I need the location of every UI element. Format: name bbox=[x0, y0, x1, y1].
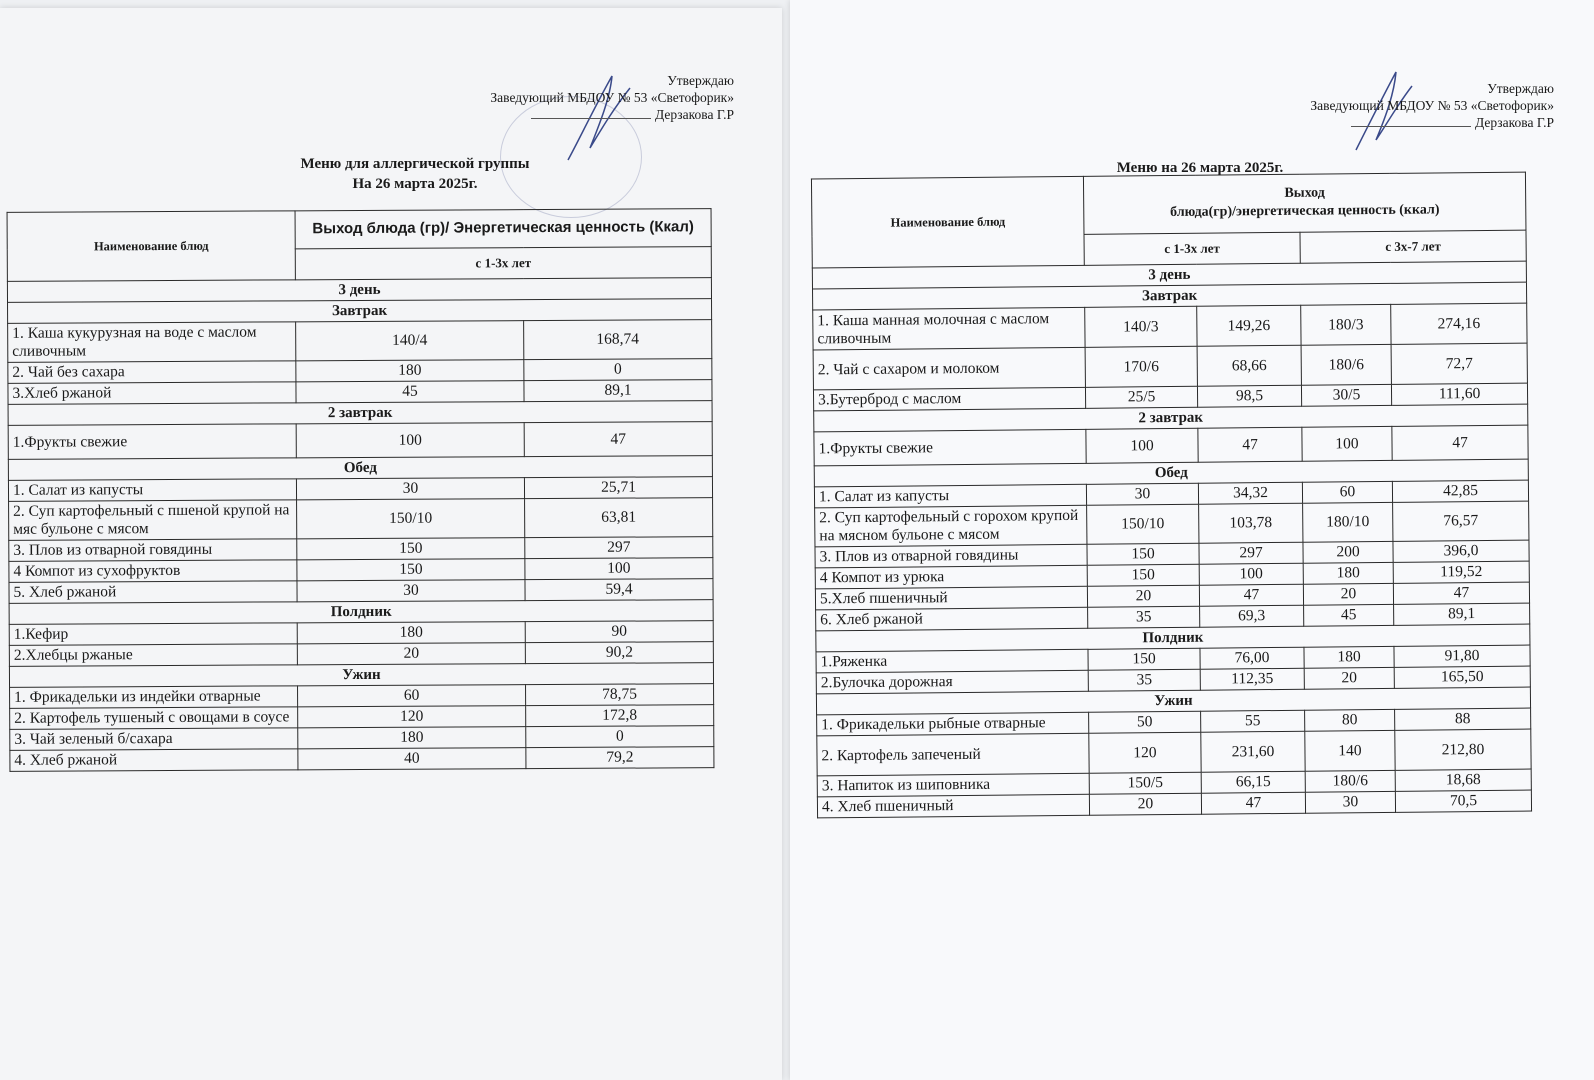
dish-output: 150 bbox=[297, 559, 525, 581]
dish-output-1-3: 150/10 bbox=[1087, 504, 1199, 544]
menu-table-general bbox=[811, 172, 1532, 819]
dish-kcal-1-3: 34,32 bbox=[1198, 482, 1302, 504]
dish-output: 45 bbox=[296, 381, 524, 403]
dish-output-3-7: 30 bbox=[1305, 791, 1395, 813]
dish-kcal-3-7: 76,57 bbox=[1393, 501, 1529, 541]
dish-output-3-7: 20 bbox=[1303, 583, 1393, 605]
dish-kcal-3-7: 91,80 bbox=[1394, 645, 1530, 667]
dish-kcal-1-3: 47 bbox=[1199, 584, 1303, 606]
dish-kcal: 172,8 bbox=[526, 705, 714, 727]
dish-output-1-3: 50 bbox=[1089, 711, 1201, 733]
dish-name: 1.Фрукты свежие bbox=[814, 429, 1086, 466]
dish-kcal-1-3: 112,35 bbox=[1200, 668, 1304, 690]
approval-block bbox=[490, 72, 734, 123]
dish-kcal: 100 bbox=[525, 558, 713, 580]
dish-kcal-3-7: 88 bbox=[1395, 708, 1531, 730]
dish-kcal-1-3: 76,00 bbox=[1200, 647, 1304, 669]
dish-output-1-3: 150 bbox=[1087, 543, 1199, 565]
dish-kcal-1-3: 68,66 bbox=[1197, 345, 1301, 386]
menu-title-line-1: Меню для аллергической группы bbox=[300, 156, 530, 172]
dish-name: 2. Суп картофельный с пшеной крупой на мяс бульоне с мясом bbox=[9, 500, 297, 541]
dish-name: 1. Фрикадельки рыбные отварные bbox=[817, 712, 1089, 736]
table-row bbox=[817, 729, 1531, 776]
dish-output: 20 bbox=[297, 643, 525, 665]
approval-title: Утверждаю bbox=[667, 73, 734, 88]
dish-output-1-3: 20 bbox=[1089, 793, 1201, 815]
section-title: Ужин bbox=[9, 663, 713, 688]
dish-name: 2. Картофель тушеный с овощами в соусе bbox=[10, 707, 298, 730]
header-dish-name: Наименование блюд bbox=[811, 176, 1084, 268]
dish-output-1-3: 35 bbox=[1088, 669, 1200, 691]
section-title: Обед bbox=[814, 459, 1528, 487]
dish-name: 3. Чай зеленый б/сахара bbox=[10, 728, 298, 751]
dish-output-3-7: 180/10 bbox=[1303, 502, 1393, 542]
table-row bbox=[9, 498, 713, 541]
dish-output-3-7: 180 bbox=[1304, 646, 1394, 668]
dish-kcal-1-3: 47 bbox=[1198, 427, 1302, 462]
dish-output-1-3: 150 bbox=[1087, 564, 1199, 586]
dish-name: 3. Плов из отварной говядины bbox=[9, 539, 297, 562]
menu-title bbox=[250, 154, 580, 194]
dish-kcal: 89,1 bbox=[524, 380, 712, 402]
header-age-1-3: с 1-3х лет bbox=[1084, 232, 1300, 265]
dish-kcal: 63,81 bbox=[525, 498, 713, 538]
dish-kcal-3-7: 70,5 bbox=[1395, 790, 1531, 812]
dish-kcal-1-3: 47 bbox=[1201, 792, 1305, 814]
dish-kcal: 78,75 bbox=[526, 684, 714, 706]
table-row bbox=[813, 303, 1527, 350]
dish-name: 3.Хлеб ржаной bbox=[8, 382, 296, 405]
dish-kcal: 0 bbox=[526, 726, 714, 748]
menu-table-allergy bbox=[7, 208, 715, 772]
section-title: Полдник bbox=[9, 600, 713, 625]
approval-block bbox=[1310, 80, 1554, 131]
dish-output-1-3: 120 bbox=[1089, 732, 1201, 773]
dish-name: 1. Салат из капусты bbox=[814, 484, 1086, 508]
dish-output-3-7: 30/5 bbox=[1301, 384, 1391, 406]
dish-name: 3.Бутерброд с маслом bbox=[813, 387, 1085, 411]
dish-output-1-3: 100 bbox=[1086, 428, 1198, 463]
dish-name: 2.Хлебцы ржаные bbox=[9, 644, 297, 667]
table-row bbox=[815, 501, 1529, 547]
dish-output: 150/10 bbox=[297, 499, 525, 539]
table-row bbox=[813, 343, 1527, 390]
dish-name: 1.Ряженка bbox=[816, 649, 1088, 673]
approval-position: Заведующий МБДОУ № 53 «Светофорик» bbox=[1310, 98, 1554, 113]
day-label: 3 день bbox=[812, 261, 1526, 289]
dish-kcal-3-7: 42,85 bbox=[1392, 480, 1528, 502]
approval-position: Заведующий МБДОУ № 53 «Светофорик» bbox=[490, 90, 734, 105]
dish-name: 3. Напиток из шиповника bbox=[817, 773, 1089, 797]
signature-line bbox=[1351, 126, 1471, 127]
section-title: Обед bbox=[8, 456, 712, 481]
dish-output-3-7: 20 bbox=[1304, 667, 1394, 689]
dish-name: 1. Каша манная молочная с маслом сливочным bbox=[813, 307, 1085, 350]
dish-output-3-7: 100 bbox=[1302, 426, 1392, 461]
dish-kcal-3-7: 111,60 bbox=[1391, 383, 1527, 405]
dish-kcal-3-7: 396,0 bbox=[1393, 540, 1529, 562]
header-output-line-2: блюда(гр)/энергетическая ценность (ккал) bbox=[1170, 202, 1440, 221]
dish-kcal: 79,2 bbox=[526, 747, 714, 769]
dish-output-1-3: 25/5 bbox=[1085, 386, 1197, 408]
menu-title-line-2: На 26 марта 2025г. bbox=[352, 176, 478, 192]
header-age-3-7: с 3х-7 лет bbox=[1300, 230, 1526, 263]
table-row bbox=[10, 747, 714, 772]
dish-output-3-7: 180/6 bbox=[1301, 344, 1391, 385]
section-title: Полдник bbox=[816, 624, 1530, 652]
dish-kcal-3-7: 119,52 bbox=[1393, 561, 1529, 583]
dish-kcal-3-7: 165,50 bbox=[1394, 666, 1530, 688]
dish-name: 5. Хлеб ржаной bbox=[9, 581, 297, 604]
dish-output-3-7: 200 bbox=[1303, 541, 1393, 563]
dish-name: 2. Чай без сахара bbox=[8, 361, 296, 384]
dish-kcal-3-7: 89,1 bbox=[1394, 603, 1530, 625]
left-menu-sheet bbox=[0, 8, 782, 1080]
header-output-line-1: Выход bbox=[1284, 185, 1325, 202]
approval-signatory: Дерзакова Г.Р bbox=[490, 106, 734, 123]
section-title: 2 завтрак bbox=[8, 401, 712, 426]
dish-kcal: 168,74 bbox=[524, 320, 712, 360]
dish-kcal-1-3: 100 bbox=[1199, 563, 1303, 585]
section-title: Завтрак bbox=[813, 282, 1527, 310]
dish-kcal-3-7: 274,16 bbox=[1391, 303, 1527, 344]
dish-name: 6. Хлеб ржаной bbox=[816, 607, 1088, 631]
dish-output-1-3: 170/6 bbox=[1085, 346, 1197, 387]
dish-name: 1.Фрукты свежие bbox=[8, 424, 296, 460]
dish-kcal: 0 bbox=[524, 359, 712, 381]
dish-name: 4. Хлеб ржаной bbox=[10, 749, 298, 772]
menu-title: Меню на 26 марта 2025г. bbox=[1116, 160, 1284, 176]
signature-line bbox=[531, 118, 651, 119]
dish-output: 30 bbox=[297, 580, 525, 602]
section-title: 2 завтрак bbox=[814, 404, 1528, 432]
dish-output-1-3: 150/5 bbox=[1089, 772, 1201, 794]
dish-name: 2. Чай с сахаром и молоком bbox=[813, 347, 1085, 390]
dish-name: 2.Булочка дорожная bbox=[816, 670, 1088, 694]
dish-output: 120 bbox=[298, 706, 526, 728]
dish-output: 40 bbox=[298, 748, 526, 770]
dish-kcal-1-3: 55 bbox=[1201, 710, 1305, 732]
dish-name: 1. Салат из капусты bbox=[8, 479, 296, 502]
right-menu-sheet bbox=[790, 0, 1594, 1080]
dish-output: 150 bbox=[297, 538, 525, 560]
dish-output-1-3: 35 bbox=[1088, 606, 1200, 628]
dish-kcal-1-3: 98,5 bbox=[1197, 385, 1301, 407]
dish-name: 5.Хлеб пшеничный bbox=[815, 586, 1087, 610]
dish-output-1-3: 20 bbox=[1087, 585, 1199, 607]
dish-name: 1. Фрикадельки из индейки отварные bbox=[10, 686, 298, 709]
dish-kcal-1-3: 103,78 bbox=[1199, 503, 1303, 543]
dish-output-3-7: 60 bbox=[1302, 481, 1392, 503]
dish-output: 180 bbox=[298, 727, 526, 749]
dish-kcal-3-7: 47 bbox=[1393, 582, 1529, 604]
dish-kcal: 90 bbox=[525, 621, 713, 643]
dish-output-1-3: 30 bbox=[1086, 483, 1198, 505]
dish-name: 4 Компот из урюка bbox=[815, 565, 1087, 589]
approval-signatory: Дерзакова Г.Р bbox=[1310, 114, 1554, 131]
dish-output: 100 bbox=[296, 423, 524, 458]
dish-output-3-7: 180/6 bbox=[1305, 770, 1395, 792]
dish-kcal: 59,4 bbox=[525, 579, 713, 601]
day-label: 3 день bbox=[7, 278, 711, 303]
header-output bbox=[1083, 172, 1526, 234]
dish-name: 1.Кефир bbox=[9, 623, 297, 646]
dish-kcal-1-3: 149,26 bbox=[1197, 305, 1301, 346]
dish-output-1-3: 140/3 bbox=[1085, 306, 1197, 347]
dish-name: 2. Картофель запеченый bbox=[817, 733, 1089, 776]
dish-output-3-7: 45 bbox=[1304, 604, 1394, 626]
dish-output: 180 bbox=[297, 622, 525, 644]
dish-kcal-3-7: 18,68 bbox=[1395, 769, 1531, 791]
dish-kcal-1-3: 69,3 bbox=[1200, 605, 1304, 627]
dish-kcal: 25,71 bbox=[524, 477, 712, 499]
dish-kcal-3-7: 212,80 bbox=[1395, 729, 1531, 770]
header-dish-name: Наименование блюд bbox=[7, 211, 295, 282]
table-row bbox=[8, 422, 712, 460]
dish-kcal-1-3: 66,15 bbox=[1201, 771, 1305, 793]
dish-output-3-7: 180 bbox=[1303, 562, 1393, 584]
section-title: Ужин bbox=[816, 687, 1530, 715]
section-title: Завтрак bbox=[8, 299, 712, 324]
dish-name: 3. Плов из отварной говядины bbox=[815, 544, 1087, 568]
dish-output: 30 bbox=[296, 478, 524, 500]
dish-name: 4 Компот из сухофруктов bbox=[9, 560, 297, 583]
table-row bbox=[8, 320, 712, 363]
dish-kcal: 297 bbox=[525, 537, 713, 559]
dish-kcal-3-7: 47 bbox=[1392, 425, 1528, 460]
dish-kcal-1-3: 297 bbox=[1199, 542, 1303, 564]
dish-kcal: 90,2 bbox=[525, 642, 713, 664]
dish-output: 180 bbox=[296, 360, 524, 382]
dish-output-3-7: 180/3 bbox=[1301, 304, 1391, 345]
dish-output: 140/4 bbox=[296, 321, 524, 361]
header-output: Выход блюда (гр)/ Энергетическая ценность (Ккал) bbox=[295, 209, 711, 249]
header-age-1-3: с 1-3х лет bbox=[295, 246, 711, 280]
dish-output-3-7: 140 bbox=[1305, 730, 1395, 771]
dish-name: 4. Хлеб пшеничный bbox=[817, 794, 1089, 818]
dish-output-1-3: 150 bbox=[1088, 648, 1200, 670]
dish-output: 60 bbox=[298, 685, 526, 707]
dish-name: 1. Каша кукурузная на воде с маслом сливочным bbox=[8, 322, 296, 363]
dish-output-3-7: 80 bbox=[1305, 709, 1395, 731]
dish-kcal-1-3: 231,60 bbox=[1201, 731, 1305, 772]
dish-kcal: 47 bbox=[524, 422, 712, 457]
dish-kcal-3-7: 72,7 bbox=[1391, 343, 1527, 384]
approval-title: Утверждаю bbox=[1487, 81, 1554, 96]
dish-name: 2. Суп картофельный с горохом крупой на мясном бульоне с мясом bbox=[815, 505, 1087, 547]
